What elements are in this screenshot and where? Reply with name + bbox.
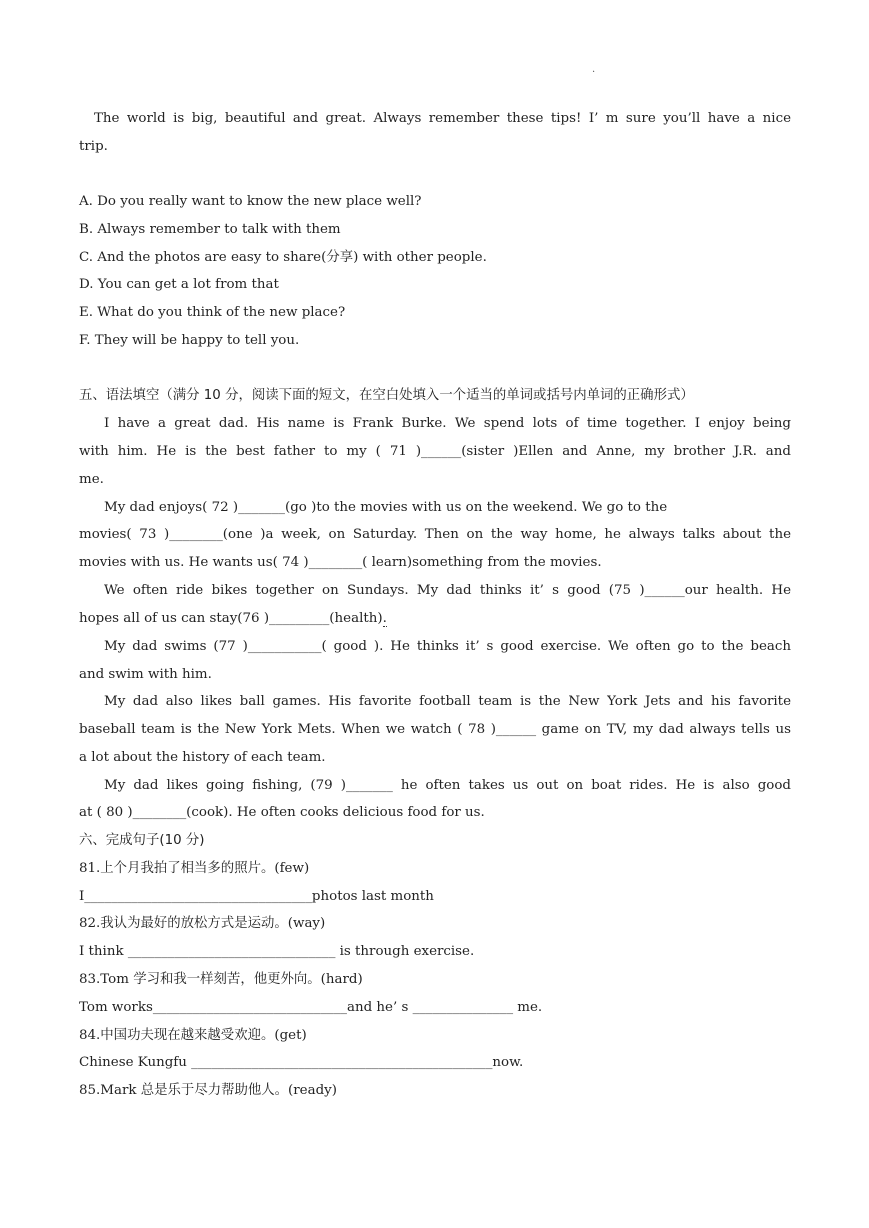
s5-p1-line-2: with him. He is the best father to my ( 71 )______(sister )Ellen and Anne, my brother J.R. and	[79, 444, 791, 459]
s5-p5-line-1: My dad also likes ball games. His favorite football team is the New York Jets and his favorite	[104, 694, 791, 709]
s5-p5-line-3: a lot about the history of each team.	[79, 750, 326, 765]
q81-answer-line: I__________________________________photos last month	[79, 889, 434, 904]
s5-p6-line-1: My dad likes going fishing, (79 )_______ he often takes us out on boat rides. He is also good	[104, 778, 791, 793]
q82-prompt: 82.我认为最好的放松方式是运动。(way)	[79, 916, 326, 931]
s5-p3-line-1: We often ride bikes together on Sundays. My dad thinks it’ s good (75 )______our health. He	[104, 583, 791, 598]
s5-p5-line-2: baseball team is the New York Mets. When we watch ( 78 )______ game on TV, my dad always tells us	[79, 722, 791, 737]
header-dot: .	[592, 64, 596, 75]
q81-prompt: 81.上个月我拍了相当多的照片。(few)	[79, 861, 310, 876]
option-c: C. And the photos are easy to share(分享) with other people.	[79, 250, 487, 265]
option-e: E. What do you think of the new place?	[79, 305, 346, 320]
option-d: D. You can get a lot from that	[79, 277, 279, 292]
s5-p3-line-2-period: .	[382, 611, 387, 626]
section-6-heading: 六、完成句子(10 分)	[79, 833, 205, 848]
q85-prompt: 85.Mark 总是乐于尽力帮助他人。(ready)	[79, 1083, 337, 1098]
q84-answer-line: Chinese Kungfu _____________________________________________now.	[79, 1055, 524, 1070]
section-5-heading: 五、语法填空（满分 10 分，阅读下面的短文，在空白处填入一个适当的单词或括号内单词的正确形式）	[79, 388, 694, 403]
option-f: F. They will be happy to tell you.	[79, 333, 300, 348]
q84-prompt: 84.中国功夫现在越来越受欢迎。(get)	[79, 1028, 307, 1043]
s5-p4-line-2: and swim with him.	[79, 667, 212, 682]
s5-p3-line-2-text: hopes all of us can stay(76 )_________(health)	[79, 611, 383, 626]
s5-p2-line-1: My dad enjoys( 72 )_______(go )to the movies with us on the weekend. We go to the	[104, 500, 668, 515]
s5-p4-line-1: My dad swims (77 )___________( good ). He thinks it’ s good exercise. We often go to the beach	[104, 639, 791, 654]
q83-prompt: 83.Tom 学习和我一样刻苦，他更外向。(hard)	[79, 972, 363, 987]
s5-p1-line-1: I have a great dad. His name is Frank Burke. We spend lots of time together. I enjoy being	[104, 416, 791, 431]
s5-p2-line-2: movies( 73 )________(one )a week, on Saturday. Then on the way home, he always talks about the	[79, 527, 791, 542]
intro-line-1: The world is big, beautiful and great. Always remember these tips! I’ m sure you’ll have a nice	[94, 111, 791, 126]
intro-line-2: trip.	[79, 139, 108, 154]
s5-p2-line-3: movies with us. He wants us( 74 )________( learn)something from the movies.	[79, 555, 602, 570]
s5-p3-line-2	[79, 609, 791, 629]
q82-answer-line: I think _______________________________ is through exercise.	[79, 944, 475, 959]
s5-p6-line-2: at ( 80 )________(cook). He often cooks delicious food for us.	[79, 805, 485, 820]
option-a: A. Do you really want to know the new place well?	[79, 194, 422, 209]
s5-p1-line-3: me.	[79, 472, 104, 487]
option-b: B. Always remember to talk with them	[79, 222, 341, 237]
q83-answer-line: Tom works_____________________________and he’ s _______________ me.	[79, 1000, 543, 1015]
